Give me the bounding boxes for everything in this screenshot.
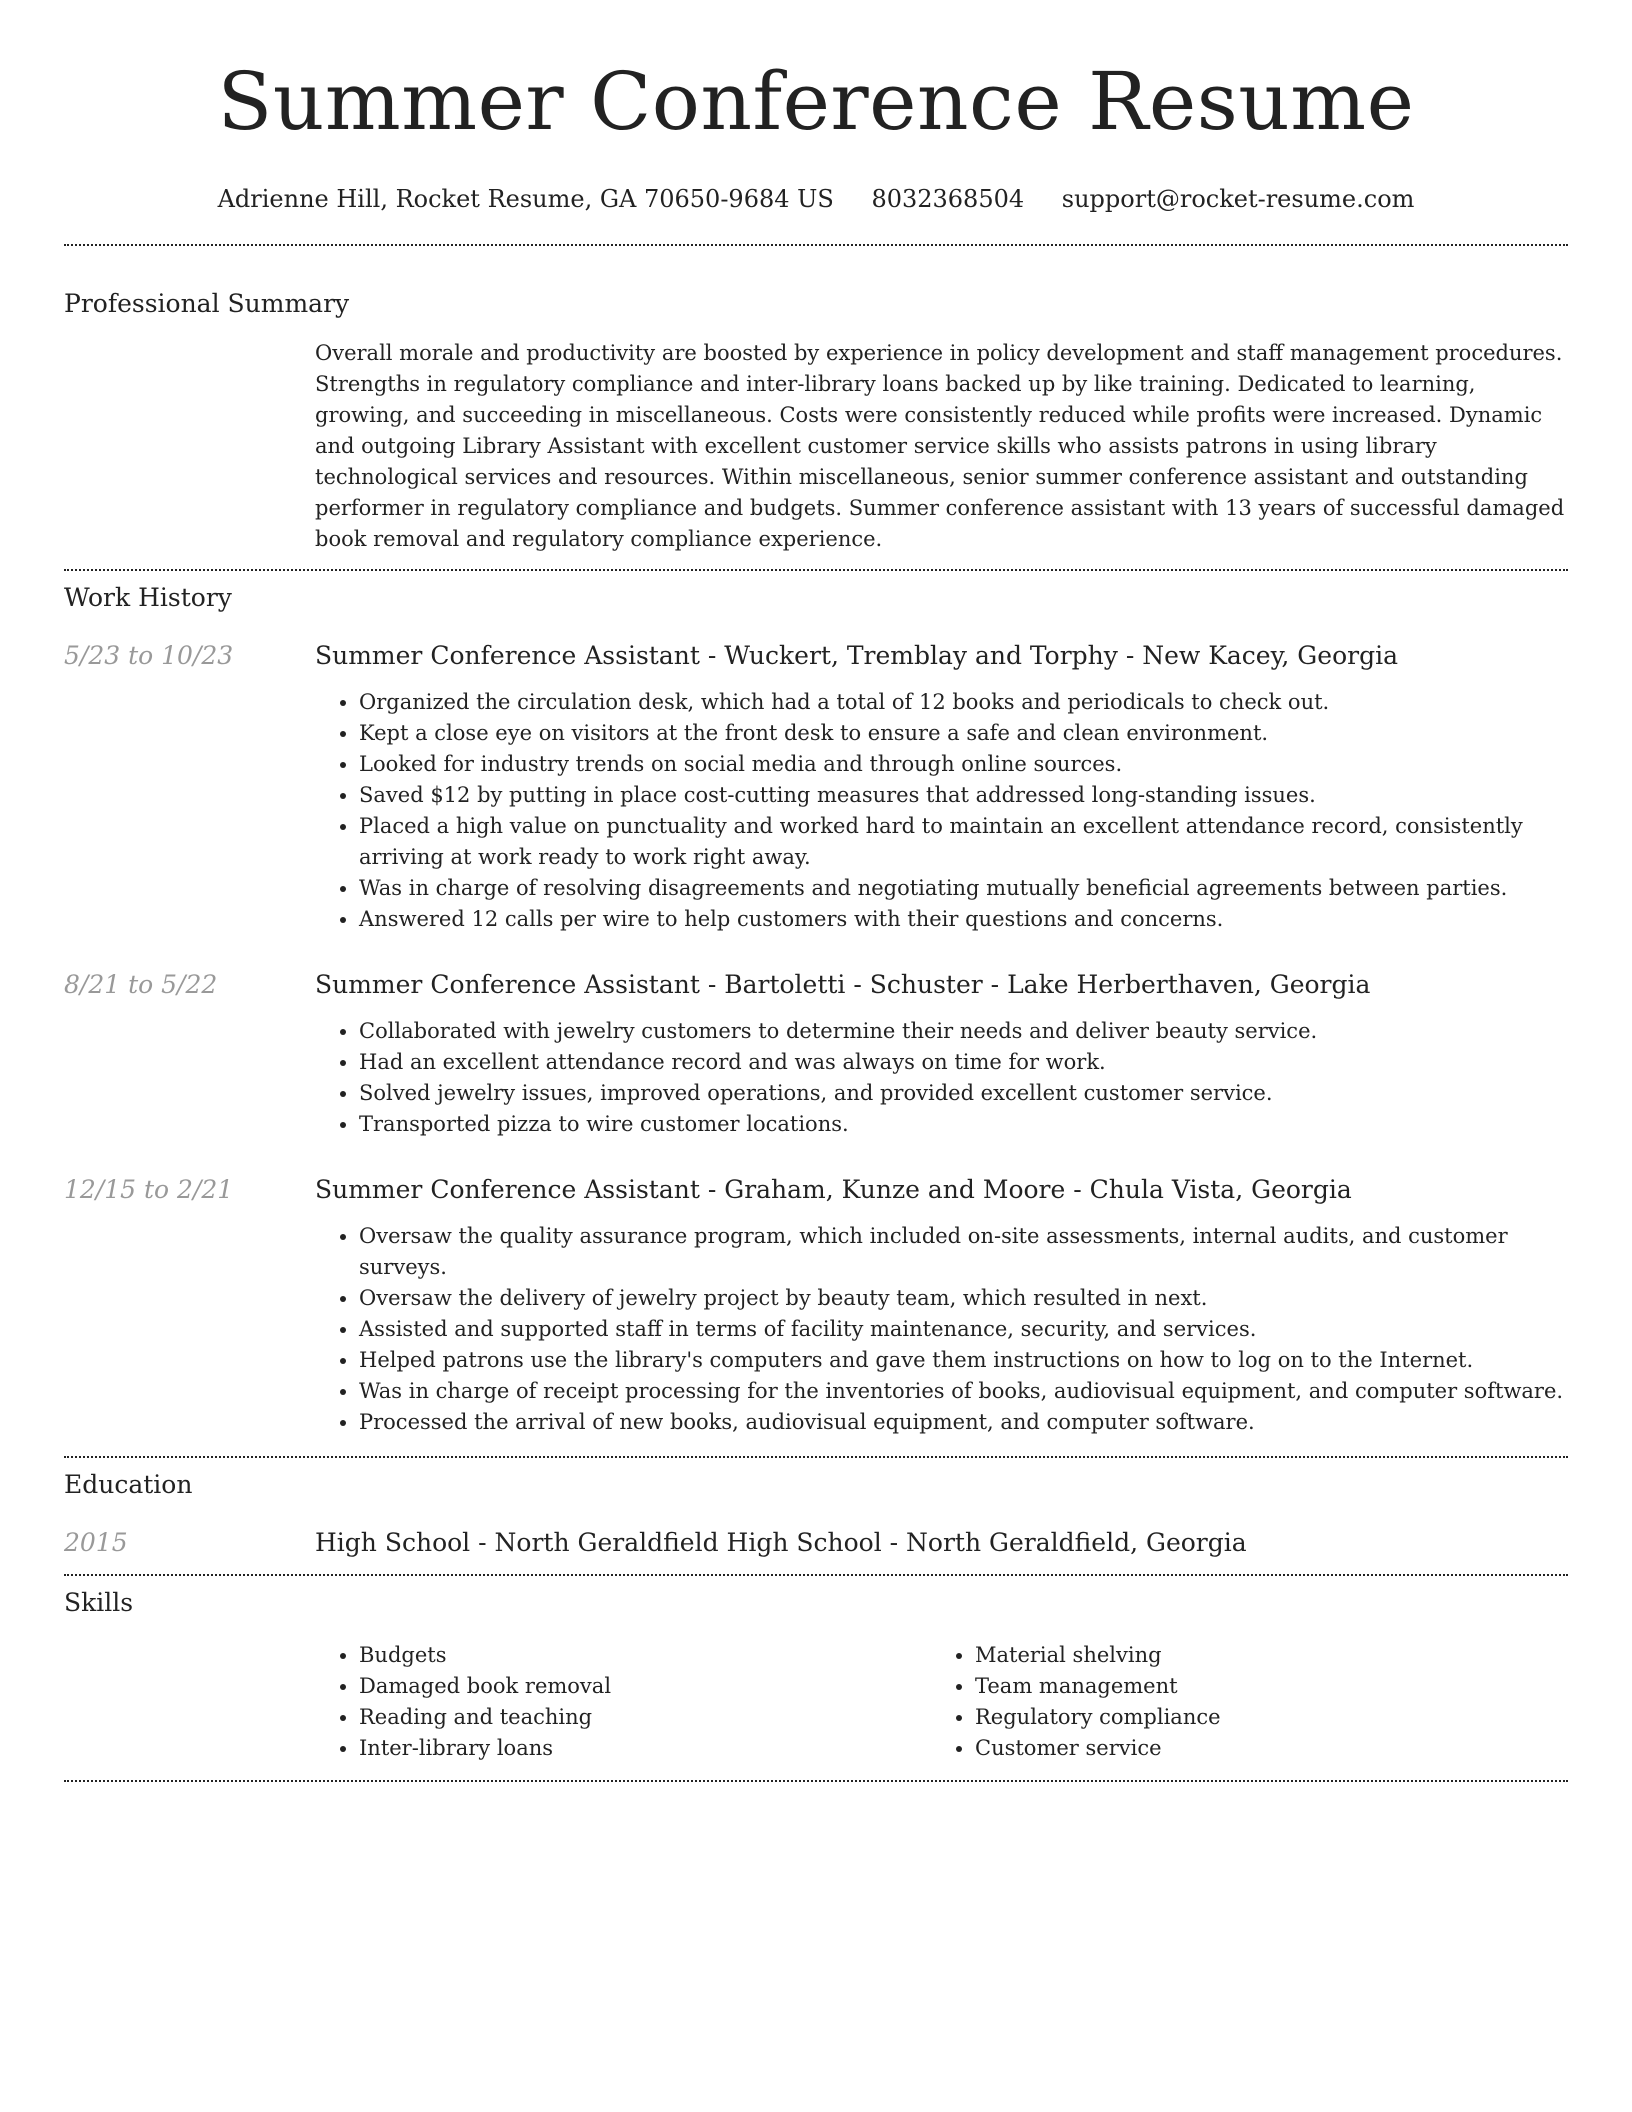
job-entry <box>64 968 1568 1140</box>
list-item: • Processed the arrival of new books, audiovisual equipment, and computer software. <box>359 1407 1568 1438</box>
list-item: • Inter-library loans <box>359 1733 931 1764</box>
list-item: • Helped patrons use the library's computers and gave them instructions on how to log on to the Internet. <box>359 1345 1568 1376</box>
list-item: • Team management <box>975 1671 1547 1702</box>
summary-row <box>64 338 1568 555</box>
job-title: Summer Conference Assistant - Bartoletti - Schuster - Lake Herberthaven, Georgia <box>315 970 1371 999</box>
contact-email: support@rocket-resume.com <box>1061 185 1415 213</box>
list-item: • Looked for industry trends on social media and through online sources. <box>359 749 1568 780</box>
list-item: • Budgets <box>359 1640 931 1671</box>
contact-line <box>64 182 1568 216</box>
list-item: • Oversaw the quality assurance program, which included on-site assessments, internal audits, and customer surveys. <box>359 1221 1568 1283</box>
skills-list-left <box>315 1640 931 1764</box>
list-item: • Had an excellent attendance record and was always on time for work. <box>359 1047 1568 1078</box>
list-item: • Material shelving <box>975 1640 1547 1671</box>
summary-body <box>315 338 1568 555</box>
job-bullets <box>315 687 1568 935</box>
list-item: • Saved $12 by putting in place cost-cutting measures that addressed long-standing issues. <box>359 780 1568 811</box>
list-item: • Damaged book removal <box>359 1671 931 1702</box>
list-item: • Reading and teaching <box>359 1702 931 1733</box>
list-item: • Regulatory compliance <box>975 1702 1547 1733</box>
summary-section <box>64 246 1568 555</box>
job-title: Summer Conference Assistant - Wuckert, Tremblay and Torphy - New Kacey, Georgia <box>315 641 1398 670</box>
list-item: • Oversaw the delivery of jewelry project by beauty team, which resulted in next. <box>359 1283 1568 1314</box>
job-dates: 5/23 to 10/23 <box>64 641 234 670</box>
list-item: • Solved jewelry issues, improved operations, and provided excellent customer service. <box>359 1078 1568 1109</box>
list-item: • Assisted and supported staff in terms of facility maintenance, security, and services. <box>359 1314 1568 1345</box>
section-divider <box>64 1780 1568 1782</box>
job-title: Summer Conference Assistant - Graham, Kunze and Moore - Chula Vista, Georgia <box>315 1175 1352 1204</box>
job-entry <box>64 639 1568 935</box>
summary-text: Overall morale and productivity are boosted by experience in policy development and staff management procedures. Strengths in regulatory compliance and inter-library loans backed up by like training. Dedicated to learning, growing, and succeeding in miscellaneous. Costs were consistently reduced while profits were increased. Dynamic and outgoing Library Assistant with excellent customer service skills who assists patrons in using library technological services and resources. Within miscellaneous, senior summer conference assistant and outstanding performer in regulatory compliance and budgets. Summer conference assistant with 13 years of successful damaged book removal and regulatory compliance experience. <box>315 341 1565 551</box>
list-item: • Was in charge of resolving disagreements and negotiating mutually beneficial agreements between parties. <box>359 873 1568 904</box>
education-details <box>315 1526 1568 1560</box>
contact-phone: 8032368504 <box>871 185 1025 213</box>
section-title-summary: Professional Summary <box>64 289 350 318</box>
work-history-section <box>64 571 1568 1438</box>
skills-grid <box>315 1640 1568 1764</box>
list-item: • Was in charge of receipt processing for the inventories of books, audiovisual equipment, and computer software. <box>359 1376 1568 1407</box>
job-details <box>315 639 1568 935</box>
job-details <box>315 1173 1568 1438</box>
list-item: • Transported pizza to wire customer locations. <box>359 1109 1568 1140</box>
education-section <box>64 1458 1568 1560</box>
job-bullets <box>315 1221 1568 1438</box>
contact-address: Adrienne Hill, Rocket Resume, GA 70650-9684 US <box>217 185 834 213</box>
resume-title: Summer Conference Resume <box>217 55 1415 148</box>
job-dates: 12/15 to 2/21 <box>64 1175 234 1204</box>
section-title-education: Education <box>64 1470 193 1499</box>
list-item: • Organized the circulation desk, which had a total of 12 books and periodicals to check out. <box>359 687 1568 718</box>
education-entry <box>64 1526 1568 1560</box>
job-bullets <box>315 1016 1568 1140</box>
education-year: 2015 <box>64 1528 128 1557</box>
list-item: • Customer service <box>975 1733 1547 1764</box>
list-item: • Placed a high value on punctuality and worked hard to maintain an excellent attendance record, consistently arriving at work ready to work right away. <box>359 811 1568 873</box>
list-item: • Answered 12 calls per wire to help customers with their questions and concerns. <box>359 904 1568 935</box>
skills-list-right <box>931 1640 1547 1764</box>
list-item: • Kept a close eye on visitors at the front desk to ensure a safe and clean environment. <box>359 718 1568 749</box>
list-item: • Collaborated with jewelry customers to determine their needs and deliver beauty service. <box>359 1016 1568 1047</box>
job-details <box>315 968 1568 1140</box>
job-dates: 8/21 to 5/22 <box>64 970 218 999</box>
section-title-skills: Skills <box>64 1588 134 1617</box>
skills-section <box>64 1576 1568 1764</box>
section-title-work-history: Work History <box>64 583 232 612</box>
job-entry <box>64 1173 1568 1438</box>
skills-row <box>64 1640 1568 1764</box>
education-title: High School - North Geraldfield High School - North Geraldfield, Georgia <box>315 1528 1247 1557</box>
